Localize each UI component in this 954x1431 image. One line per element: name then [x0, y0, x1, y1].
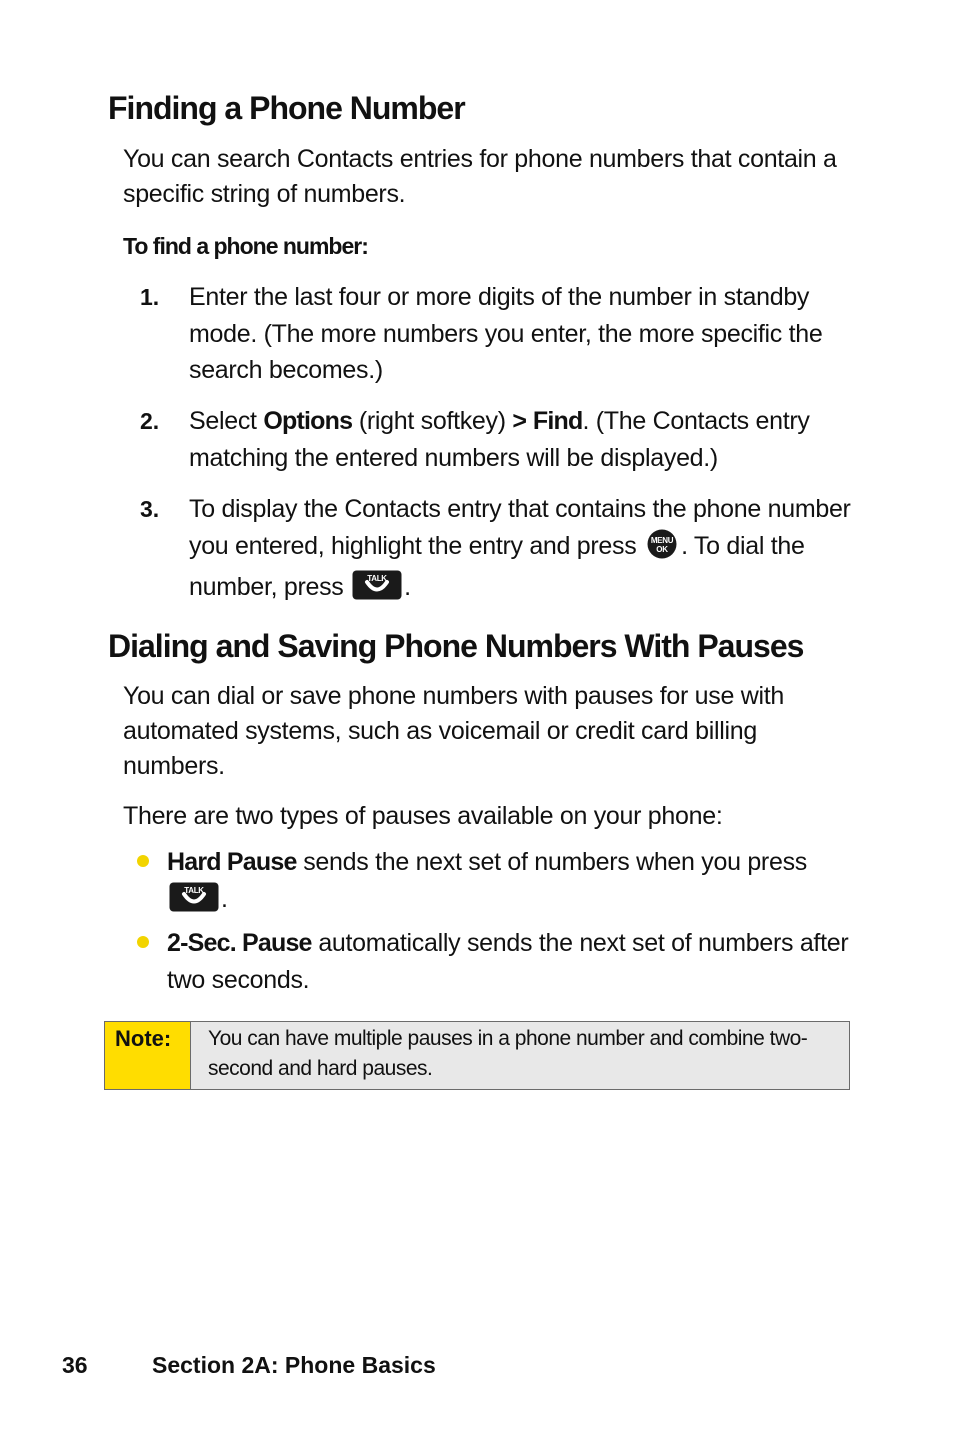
- hard-pause-term: Hard Pause: [167, 848, 297, 876]
- bullet-2-sec-pause: [133, 925, 863, 998]
- talk-key-icon: [352, 570, 402, 611]
- bullet-hard-pause: [133, 844, 863, 922]
- procedure-subheading: To find a phone number:: [123, 233, 368, 259]
- talk-key-icon: [169, 882, 219, 923]
- step-text: [189, 403, 870, 476]
- step-text: [189, 491, 870, 611]
- step-text-pre: Select: [189, 407, 264, 435]
- bullet-dot-icon: [137, 936, 149, 948]
- note-label: Note:: [105, 1022, 191, 1089]
- menu-key-line2: OK: [656, 544, 668, 554]
- step-1: [140, 279, 870, 389]
- step-number: 1.: [140, 284, 160, 310]
- step-text-mid: (right softkey): [352, 407, 513, 435]
- page-number: 36: [62, 1352, 88, 1378]
- pauses-intro-paragraph: You can dial or save phone numbers with pauses for use with automated systems, such as voicemail or credit card billing numbers.: [123, 682, 784, 780]
- bullet-description: sends the next set of numbers when you press: [296, 848, 807, 876]
- step-text-pre: To display the Contacts entry that contains the phone number you entered, highlight the entry and press: [189, 495, 851, 560]
- menu-arrow: >: [512, 407, 527, 435]
- menu-ok-key-icon: [645, 529, 679, 570]
- bullet-post: .: [221, 884, 228, 913]
- talk-key-label: TALK: [184, 885, 204, 895]
- bullet-text: [167, 925, 863, 998]
- bullet-description: automatically sends the next set of numbers after two seconds.: [167, 929, 849, 994]
- step-text-mid: . To dial the number, press: [189, 531, 805, 601]
- step-text-post: . (The Contacts entry matching the entered numbers will be displayed.): [189, 407, 810, 472]
- section-title-dialing-with-pauses: Dialing and Saving Phone Numbers With Pauses: [108, 628, 804, 664]
- step-text: Enter the last four or more digits of the number in standby mode. (The more numbers you enter, the more specific the search becomes.): [189, 283, 823, 384]
- step-2: [140, 403, 870, 476]
- section-title-finding-phone-number: Finding a Phone Number: [108, 90, 465, 126]
- bullet-dot-icon: [137, 855, 149, 867]
- step-number: 3.: [140, 496, 160, 522]
- find-menu-label: Find: [532, 407, 583, 435]
- menu-key-line1: MENU: [650, 535, 674, 545]
- step-3: [140, 491, 870, 611]
- footer-section-title: Section 2A: Phone Basics: [152, 1352, 436, 1378]
- two-sec-pause-term: 2-Sec. Pause: [167, 929, 312, 957]
- step-number: 2.: [140, 408, 160, 434]
- options-softkey-label: Options: [263, 407, 353, 435]
- note-box: [104, 1021, 850, 1090]
- talk-key-label: TALK: [367, 574, 387, 583]
- note-text: You can have multiple pauses in a phone number and combine two-second and hard pauses.: [191, 1022, 849, 1089]
- pause-types-intro: There are two types of pauses available on your phone:: [123, 802, 723, 830]
- bullet-text: [167, 844, 863, 922]
- step-text-post: .: [404, 573, 411, 601]
- intro-paragraph: You can search Contacts entries for phone numbers that contain a specific string of numbers.: [123, 145, 837, 208]
